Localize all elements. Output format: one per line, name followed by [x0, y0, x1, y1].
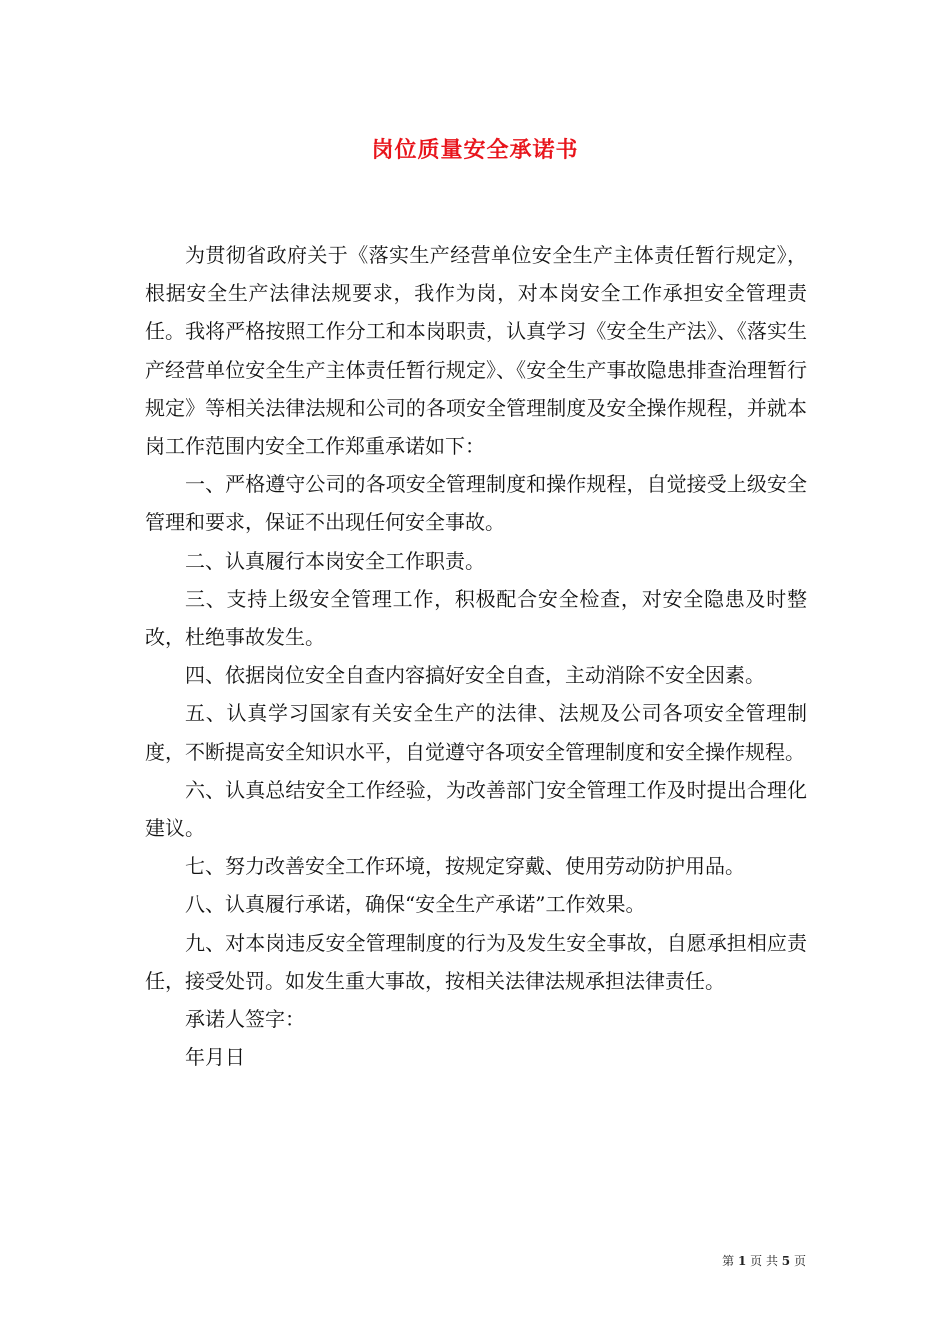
commitment-item-2: 二、认真履行本岗安全工作职责。 — [185, 548, 485, 573]
footer-suffix: 页 — [793, 1254, 806, 1268]
document-body — [145, 236, 807, 1076]
footer-current-page: 1 — [737, 1254, 747, 1268]
commitment-item-7: 七、努力改善安全工作环境，按规定穿戴、使用劳动防护用品。 — [185, 854, 745, 879]
intro-paragraph: 为贯彻省政府关于《落实生产经营单位安全生产主体责任暂行规定》，根据安全生产法律法规要求，我作为岗，对本岗安全工作承担安全管理责任。我将严格按照工作分工和本岗职责，认真学习《安全生产法》、《落实生产经营单位安全生产主体责任暂行规定》、《安全生产事故隐患排查治理暂行规定》等相关法律法规和公司的各项安全管理制度及安全操作规程，并就本岗工作范围内安全工作郑重承诺如下： — [145, 243, 807, 459]
commitment-item-3: 三、支持上级安全管理工作，积极配合安全检查，对安全隐患及时整改，杜绝事故发生。 — [145, 586, 807, 650]
date-label: 年月日 — [185, 1045, 245, 1070]
footer-middle: 页 共 — [750, 1254, 778, 1268]
commitment-item-8: 八、认真履行承诺，确保“安全生产承诺”工作效果。 — [185, 892, 646, 917]
commitment-item-1: 一、严格遵守公司的各项安全管理制度和操作规程，自觉接受上级安全管理和要求，保证不出现任何安全事故。 — [145, 472, 807, 535]
commitment-item-6: 六、认真总结安全工作经验，为改善部门安全管理工作及时提出合理化建议。 — [145, 777, 807, 841]
commitment-item-4: 四、依据岗位安全自查内容搞好安全自查，主动消除不安全因素。 — [185, 663, 765, 688]
footer-prefix: 第 — [722, 1254, 735, 1268]
commitment-item-5: 五、认真学习国家有关安全生产的法律、法规及公司各项安全管理制度，不断提高安全知识水平，自觉遵守各项安全管理制度和安全操作规程。 — [145, 701, 807, 764]
signature-label: 承诺人签字： — [185, 1007, 305, 1032]
commitment-item-9: 九、对本岗违反安全管理制度的行为及发生安全事故，自愿承担相应责任，接受处罚。如发生重大事故，按相关法律法规承担法律责任。 — [145, 930, 807, 993]
page-number-footer — [722, 1253, 806, 1269]
document-title: 岗位质量安全承诺书 — [371, 137, 579, 163]
footer-total-pages: 5 — [781, 1254, 791, 1268]
